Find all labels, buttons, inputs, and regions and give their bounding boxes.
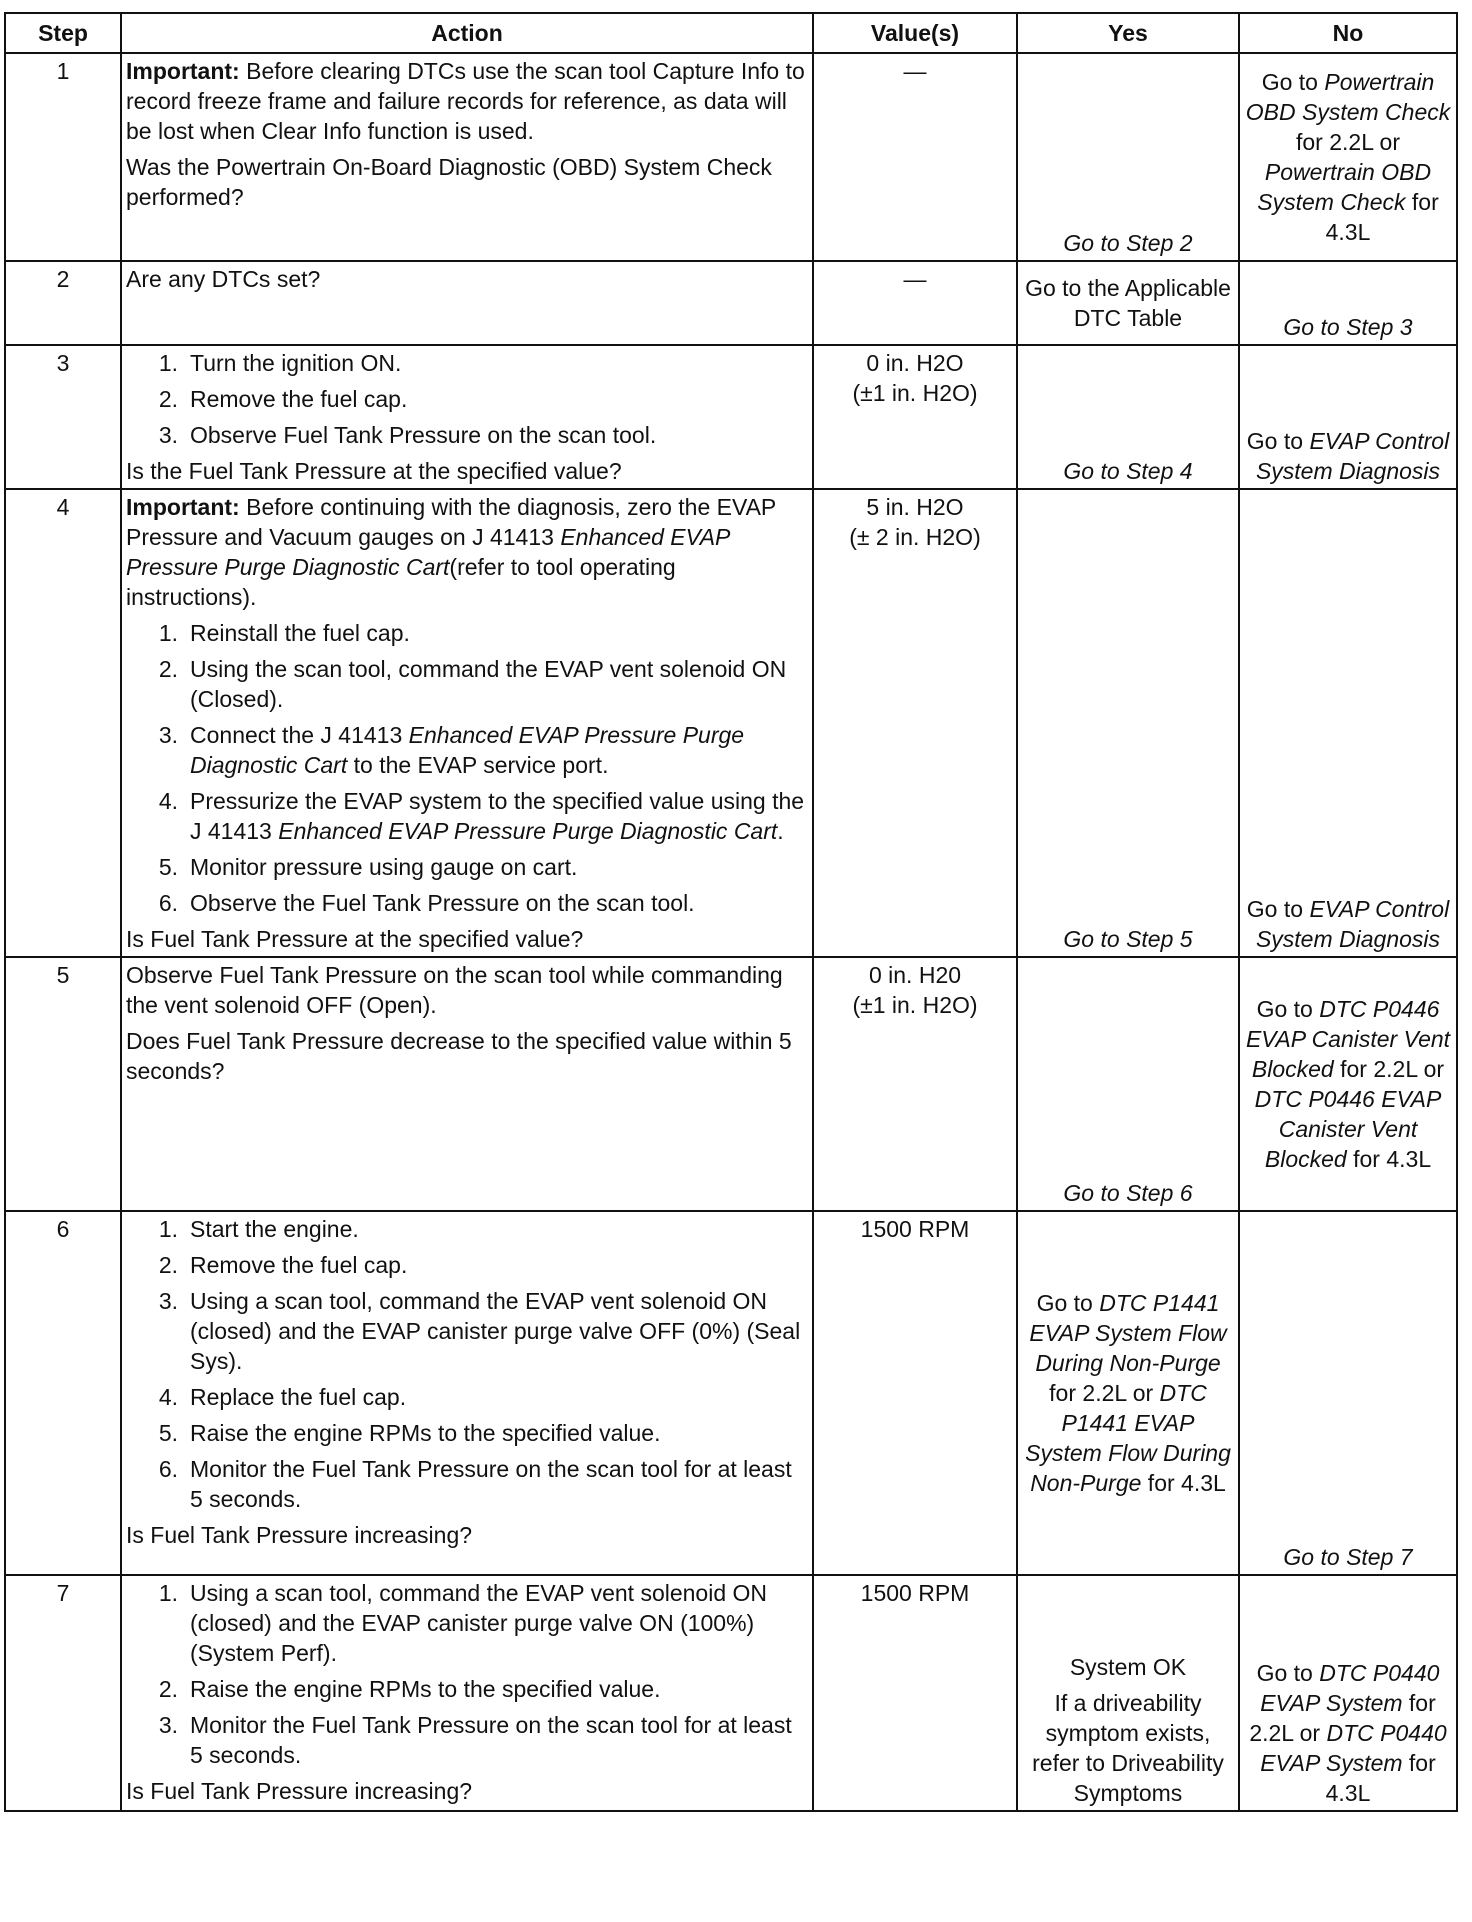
value-cell: — [813,261,1017,345]
no-link[interactable]: Powertrain OBD System Check [1245,69,1451,125]
yes-cell [1017,1575,1239,1811]
yes-goto-link[interactable]: Go to Step 4 [1063,458,1193,484]
no-link[interactable]: Powertrain OBD System Check [1257,159,1432,215]
no-cell [1239,345,1457,489]
list-item: 4. Replace the fuel cap. [158,1384,407,1410]
list-item: 2. Using the scan tool, command the EVAP vent solenoid ON (Closed). [158,656,787,712]
step-number: 1 [5,53,121,261]
table-row-step-5 [5,957,1457,1211]
no-text: Go to [1256,996,1320,1022]
action-text: Observe Fuel Tank Pressure on the scan tool while commanding the vent solenoid OFF (Open). [126,962,783,1018]
no-text: for 4.3L [1325,1750,1436,1806]
action-list [126,348,808,450]
no-link[interactable]: DTC P0440 EVAP System [1260,1660,1440,1716]
no-text: for 4.3L [1346,1146,1432,1172]
no-link[interactable]: DTC P0446 EVAP Canister Vent Blocked [1254,1086,1442,1172]
yes-goto-link[interactable]: Go to the Applicable DTC Table [1025,275,1231,331]
important-note: Important: Before continuing with the diagnosis, zero the EVAP Pressure and Vacuum gauges on J 41413 Enhanced EVAP Pressure Purge Diagnostic Cart(refer to tool operating instructions). [126,494,776,610]
list-item: 1. Start the engine. [158,1216,359,1242]
yes-cell [1017,345,1239,489]
header-action: Action [121,13,813,53]
list-item: 6. Monitor the Fuel Tank Pressure on the scan tool for at least 5 seconds. [158,1456,792,1512]
list-item: 2. Remove the fuel cap. [158,386,408,412]
value-cell: — [813,53,1017,261]
header-step: Step [5,13,121,53]
yes-goto-link[interactable]: Go to Step 6 [1063,1180,1193,1206]
action-cell [121,957,813,1211]
list-item: 3. Observe Fuel Tank Pressure on the scan tool. [158,422,657,448]
no-link[interactable]: DTC P0446 EVAP Canister Vent Blocked [1245,996,1451,1082]
no-cell [1239,261,1457,345]
no-text: Go to [1246,896,1310,922]
no-text: Go to [1256,1660,1320,1686]
yes-cell [1017,261,1239,345]
diagnostic-table [4,12,1458,1812]
no-text: Go to [1246,428,1310,454]
action-question: Does Fuel Tank Pressure decrease to the specified value within 5 seconds? [126,1028,792,1084]
no-goto-link[interactable]: Go to Step 3 [1283,314,1413,340]
value-tolerance: (±1 in. H2O) [852,992,978,1018]
yes-text: If a driveability symptom exists, refer to Driveability Symptoms [1032,1690,1224,1806]
no-text: for 2.2L or [1296,129,1400,155]
step-number: 5 [5,957,121,1211]
header-no: No [1239,13,1457,53]
table-row-step-1 [5,53,1457,261]
no-goto-link[interactable]: Go to Step 7 [1283,1544,1413,1570]
no-cell [1239,957,1457,1211]
action-question: Is Fuel Tank Pressure at the specified value? [126,926,584,952]
list-item: 5. Monitor pressure using gauge on cart. [158,854,578,880]
value-line: 0 in. H2O [866,350,964,376]
no-cell [1239,489,1457,957]
step-number: 3 [5,345,121,489]
no-text: for 2.2L or [1249,1690,1436,1746]
value-line: 5 in. H2O [866,494,964,520]
table-row-step-7 [5,1575,1457,1811]
header-row [5,13,1457,53]
no-cell [1239,1575,1457,1811]
table-row-step-4 [5,489,1457,957]
list-item: 3. Using a scan tool, command the EVAP vent solenoid ON (closed) and the EVAP canister purge valve OFF (0%) (Seal Sys). [158,1288,801,1374]
yes-goto-link[interactable]: Go to Step 2 [1063,230,1193,256]
yes-text: for 2.2L or [1049,1380,1160,1406]
value-cell: 1500 RPM [813,1575,1017,1811]
action-list [126,1214,808,1514]
step-number: 7 [5,1575,121,1811]
list-item: 3. Connect the J 41413 Enhanced EVAP Pressure Purge Diagnostic Cart to the EVAP service port. [158,722,745,778]
no-cell [1239,53,1457,261]
value-cell [813,489,1017,957]
value-tolerance: (± 2 in. H2O) [849,524,981,550]
yes-link[interactable]: DTC P1441 EVAP System Flow During Non-Purge [1029,1290,1227,1376]
no-cell [1239,1211,1457,1575]
action-list [126,1578,808,1770]
no-link[interactable]: EVAP Control System Diagnosis [1255,896,1450,952]
step-number: 6 [5,1211,121,1575]
list-item: 4. Pressurize the EVAP system to the specified value using the J 41413 Enhanced EVAP Pressure Purge Diagnostic Cart. [158,788,805,844]
action-list [126,618,808,918]
header-values: Value(s) [813,13,1017,53]
yes-goto-link[interactable]: Go to Step 5 [1063,926,1193,952]
yes-text: Go to [1036,1290,1100,1316]
action-question: Was the Powertrain On-Board Diagnostic (OBD) System Check performed? [126,154,772,210]
list-item: 5. Raise the engine RPMs to the specified value. [158,1420,661,1446]
step-number: 2 [5,261,121,345]
action-question: Is the Fuel Tank Pressure at the specified value? [126,458,622,484]
no-link[interactable]: EVAP Control System Diagnosis [1255,428,1450,484]
value-line: 0 in. H20 [868,962,962,988]
value-cell [813,957,1017,1211]
list-item: 1. Turn the ignition ON. [158,350,402,376]
yes-link[interactable]: DTC P1441 EVAP System Flow During Non-Purge [1025,1380,1231,1496]
step-number: 4 [5,489,121,957]
table-row-step-3 [5,345,1457,489]
list-item: 1. Reinstall the fuel cap. [158,620,410,646]
list-item: 3. Monitor the Fuel Tank Pressure on the scan tool for at least 5 seconds. [158,1712,792,1768]
action-cell [121,53,813,261]
yes-cell [1017,1211,1239,1575]
action-question: Are any DTCs set? [121,261,813,345]
no-text: Go to [1261,69,1325,95]
yes-text: for 4.3L [1141,1470,1226,1496]
action-question: Is Fuel Tank Pressure increasing? [126,1778,473,1804]
list-item: 1. Using a scan tool, command the EVAP vent solenoid ON (closed) and the EVAP canister purge valve ON (100%) (System Perf). [158,1580,768,1666]
action-question: Is Fuel Tank Pressure increasing? [126,1522,473,1548]
no-text: for 2.2L or [1333,1056,1445,1082]
action-cell [121,489,813,957]
header-yes: Yes [1017,13,1239,53]
action-cell [121,1211,813,1575]
value-tolerance: (±1 in. H2O) [852,380,978,406]
yes-cell [1017,957,1239,1211]
list-item: 6. Observe the Fuel Tank Pressure on the scan tool. [158,890,695,916]
list-item: 2. Remove the fuel cap. [158,1252,408,1278]
action-cell [121,1575,813,1811]
table-row-step-6 [5,1211,1457,1575]
important-label: Important: [126,58,240,84]
table-row-step-2 [5,261,1457,345]
important-text: Before clearing DTCs use the scan tool Capture Info to record freeze frame and failure records for reference, as data will be lost when Clear Info function is used. [126,58,805,144]
yes-cell [1017,53,1239,261]
value-cell: 1500 RPM [813,1211,1017,1575]
yes-status: System OK [1069,1654,1187,1680]
list-item: 2. Raise the engine RPMs to the specified value. [158,1676,661,1702]
action-cell [121,345,813,489]
value-cell [813,345,1017,489]
no-link[interactable]: DTC P0440 EVAP System [1260,1720,1447,1776]
yes-cell [1017,489,1239,957]
important-note [126,56,808,146]
no-text: for 4.3L [1325,189,1439,245]
